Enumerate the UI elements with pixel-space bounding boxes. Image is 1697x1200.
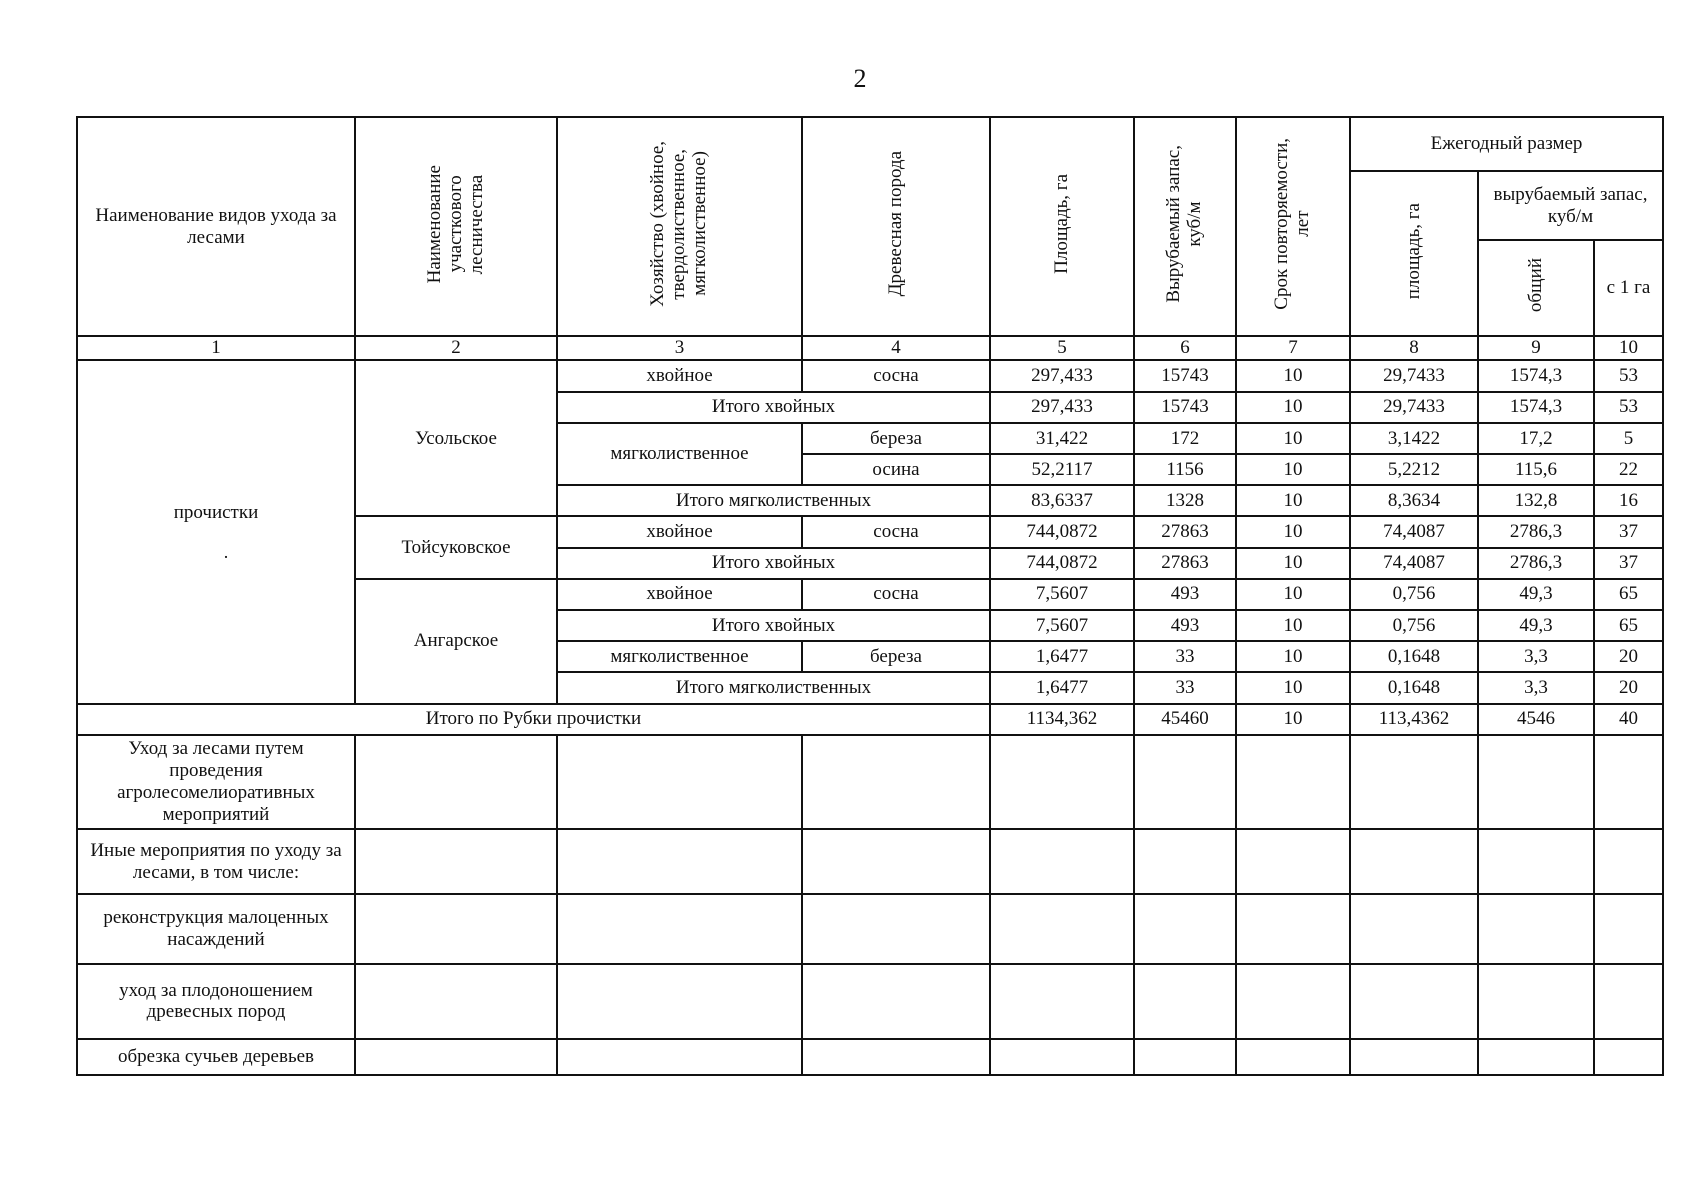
value-cell: 744,0872 [990, 516, 1134, 547]
farm-cell: мягколиственное [557, 641, 802, 672]
value-cell: 10 [1236, 610, 1350, 641]
farm-cell: хвойное [557, 360, 802, 391]
value-cell: 17,2 [1478, 423, 1594, 454]
value-cell: 2786,3 [1478, 548, 1594, 579]
value-cell: 10 [1236, 454, 1350, 485]
table-row [77, 964, 1663, 1038]
value-cell: 297,433 [990, 392, 1134, 423]
value-cell: 10 [1236, 641, 1350, 672]
value-cell: 7,5607 [990, 610, 1134, 641]
value-cell: 33 [1134, 672, 1236, 703]
subtotal-label: Итого хвойных [557, 392, 990, 423]
header-period: Срок повторяемости, лет [1236, 117, 1350, 336]
value-cell: 15743 [1134, 392, 1236, 423]
value-cell: 74,4087 [1350, 548, 1478, 579]
district-angarskoe: Ангарское [355, 579, 557, 704]
species-cell: сосна [802, 516, 990, 547]
value-cell: 3,1422 [1350, 423, 1478, 454]
work-type-label: Иные мероприятия по уходу за лесами, в том числе: [77, 829, 355, 893]
subtotal-label: Итого мягколиственных [557, 485, 990, 516]
value-cell: 16 [1594, 485, 1663, 516]
value-cell: 74,4087 [1350, 516, 1478, 547]
col-number: 4 [802, 336, 990, 360]
value-cell: 493 [1134, 610, 1236, 641]
header-row [77, 117, 1663, 171]
value-cell: 10 [1236, 579, 1350, 610]
header-stock: Вырубаемый запас, куб/м [1134, 117, 1236, 336]
value-cell: 49,3 [1478, 610, 1594, 641]
species-cell: сосна [802, 579, 990, 610]
col-number: 7 [1236, 336, 1350, 360]
header-district: Наименование участкового лесничества [355, 117, 557, 336]
subtotal-label: Итого мягколиственных [557, 672, 990, 703]
value-cell: 10 [1236, 423, 1350, 454]
value-cell: 3,3 [1478, 672, 1594, 703]
page-number: 2 [853, 64, 867, 93]
district-usolskoe: Усольское [355, 360, 557, 516]
value-cell: 29,7433 [1350, 392, 1478, 423]
value-cell: 493 [1134, 579, 1236, 610]
species-cell: сосна [802, 360, 990, 391]
value-cell: 115,6 [1478, 454, 1594, 485]
species-cell: береза [802, 423, 990, 454]
header-stock-per-ha: с 1 га [1594, 240, 1663, 337]
value-cell: 53 [1594, 360, 1663, 391]
grand-total-label: Итого по Рубки прочистки [77, 704, 990, 735]
col-number: 6 [1134, 336, 1236, 360]
value-cell: 20 [1594, 672, 1663, 703]
value-cell: 113,4362 [1350, 704, 1478, 735]
value-cell: 10 [1236, 672, 1350, 703]
table-row [77, 894, 1663, 964]
work-type-label: обрезка сучьев деревьев [77, 1039, 355, 1075]
value-cell: 53 [1594, 392, 1663, 423]
farm-cell: хвойное [557, 579, 802, 610]
work-type-cell: прочистки . [77, 360, 355, 703]
col-number: 3 [557, 336, 802, 360]
work-type-label: реконструкция малоценных насаждений [77, 894, 355, 964]
species-cell: береза [802, 641, 990, 672]
value-cell: 1156 [1134, 454, 1236, 485]
value-cell: 45460 [1134, 704, 1236, 735]
header-stock-total: общий [1478, 240, 1594, 337]
value-cell: 1134,362 [990, 704, 1134, 735]
col-number: 5 [990, 336, 1134, 360]
value-cell: 83,6337 [990, 485, 1134, 516]
grand-total-row [77, 704, 1663, 735]
value-cell: 27863 [1134, 516, 1236, 547]
value-cell: 65 [1594, 610, 1663, 641]
value-cell: 65 [1594, 579, 1663, 610]
work-type-label: Уход за лесами путем проведения агролесомелиоративных мероприятий [77, 735, 355, 830]
value-cell: 0,1648 [1350, 672, 1478, 703]
value-cell: 744,0872 [990, 548, 1134, 579]
value-cell: 29,7433 [1350, 360, 1478, 391]
value-cell: 0,1648 [1350, 641, 1478, 672]
header-annual-stock: вырубаемый запас, куб/м [1478, 171, 1663, 239]
work-type-label: уход за плодоношением древесных пород [77, 964, 355, 1038]
value-cell: 10 [1236, 704, 1350, 735]
value-cell: 8,3634 [1350, 485, 1478, 516]
column-numbers-row [77, 336, 1663, 360]
value-cell: 5,2212 [1350, 454, 1478, 485]
value-cell: 10 [1236, 360, 1350, 391]
value-cell: 297,433 [990, 360, 1134, 391]
farm-cell: хвойное [557, 516, 802, 547]
col-number: 8 [1350, 336, 1478, 360]
header-work-type: Наименование видов ухода за лесами [77, 117, 355, 336]
value-cell: 40 [1594, 704, 1663, 735]
header-area: Площадь, га [990, 117, 1134, 336]
value-cell: 132,8 [1478, 485, 1594, 516]
subtotal-label: Итого хвойных [557, 548, 990, 579]
value-cell: 52,2117 [990, 454, 1134, 485]
value-cell: 7,5607 [990, 579, 1134, 610]
value-cell: 10 [1236, 392, 1350, 423]
value-cell: 172 [1134, 423, 1236, 454]
col-number: 1 [77, 336, 355, 360]
value-cell: 1328 [1134, 485, 1236, 516]
table-row [77, 735, 1663, 830]
value-cell: 37 [1594, 548, 1663, 579]
value-cell: 3,3 [1478, 641, 1594, 672]
value-cell: 31,422 [990, 423, 1134, 454]
value-cell: 37 [1594, 516, 1663, 547]
col-number: 2 [355, 336, 557, 360]
value-cell: 0,756 [1350, 610, 1478, 641]
value-cell: 22 [1594, 454, 1663, 485]
value-cell: 10 [1236, 516, 1350, 547]
header-annual: Ежегодный размер [1350, 117, 1663, 171]
value-cell: 27863 [1134, 548, 1236, 579]
value-cell: 1,6477 [990, 641, 1134, 672]
table-row [77, 829, 1663, 893]
col-number: 9 [1478, 336, 1594, 360]
subtotal-label: Итого хвойных [557, 610, 990, 641]
table-row [77, 1039, 1663, 1075]
col-number: 10 [1594, 336, 1663, 360]
stray-mark: . [223, 541, 229, 562]
value-cell: 10 [1236, 485, 1350, 516]
value-cell: 1,6477 [990, 672, 1134, 703]
species-cell: осина [802, 454, 990, 485]
value-cell: 1574,3 [1478, 392, 1594, 423]
value-cell: 15743 [1134, 360, 1236, 391]
header-annual-area: площадь, га [1350, 171, 1478, 336]
forest-care-table [76, 116, 1664, 1076]
value-cell: 33 [1134, 641, 1236, 672]
value-cell: 1574,3 [1478, 360, 1594, 391]
header-farm: Хозяйство (хвойное, твердолиственное, мягколиственное) [557, 117, 802, 336]
value-cell: 2786,3 [1478, 516, 1594, 547]
value-cell: 20 [1594, 641, 1663, 672]
value-cell: 0,756 [1350, 579, 1478, 610]
value-cell: 10 [1236, 548, 1350, 579]
district-toisukovskoe: Тойсуковское [355, 516, 557, 578]
value-cell: 5 [1594, 423, 1663, 454]
farm-cell: мягколиственное [557, 423, 802, 485]
value-cell: 4546 [1478, 704, 1594, 735]
table-row [77, 360, 1663, 391]
header-species: Древесная порода [802, 117, 990, 336]
value-cell: 49,3 [1478, 579, 1594, 610]
